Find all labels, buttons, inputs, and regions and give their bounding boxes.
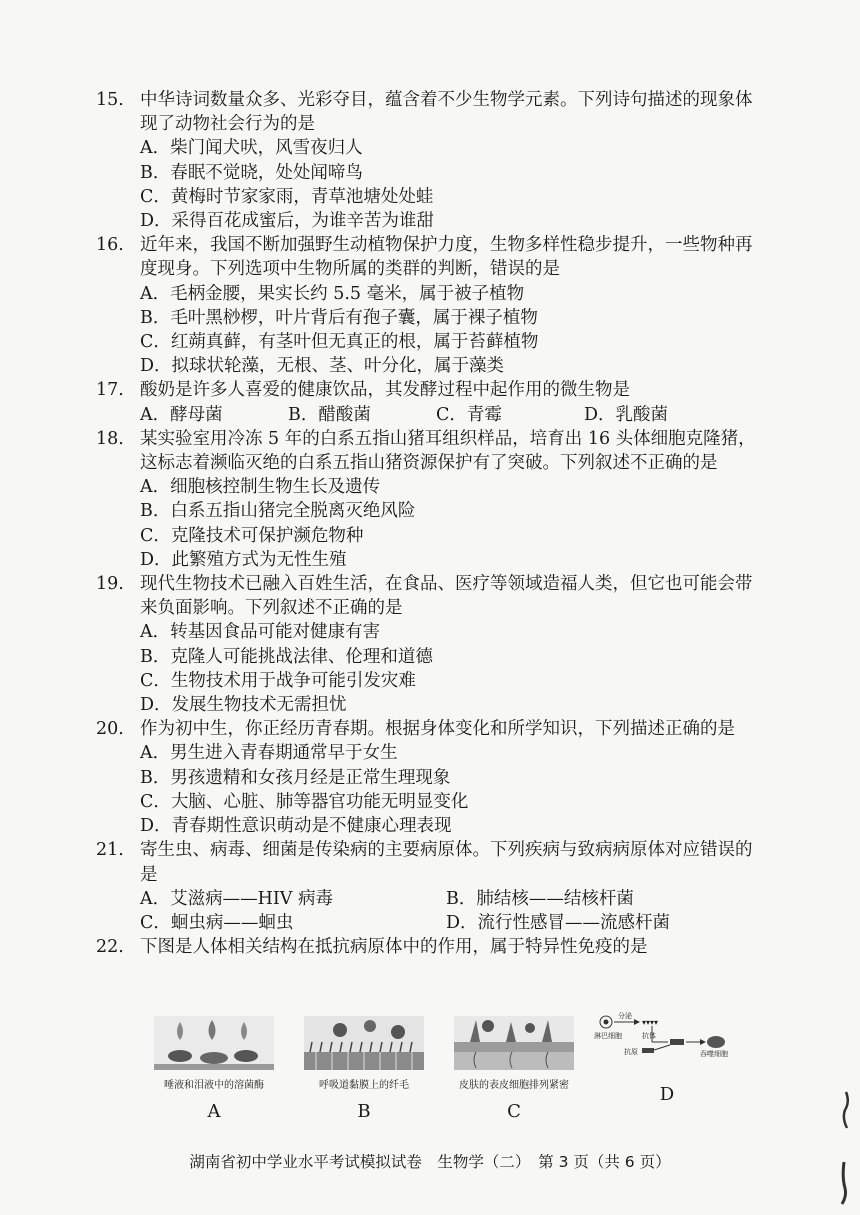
- figure-d: [592, 1012, 742, 1105]
- option-d: D．发展生物技术无需担忧: [140, 695, 347, 716]
- skin-illustration: [450, 1012, 578, 1074]
- question-22: [96, 935, 768, 959]
- label-secrete: 分泌: [618, 1012, 632, 1020]
- option-d: D．采得百花成蜜后，为谁辛苦为谁甜: [140, 211, 435, 232]
- option-d: D．流行性感冒——流感杆菌: [446, 912, 671, 933]
- question-number: 22.: [96, 937, 124, 958]
- figure-a: [150, 1012, 278, 1122]
- question-stem: 现代生物技术已融入百姓生活，在食品、医疗等领域造福人类，但它也可能会带来负面影响。下列叙述不正确的是: [140, 574, 753, 619]
- option-a: A．转基因食品可能对健康有害: [140, 622, 381, 643]
- scan-mark: [836, 1160, 852, 1206]
- question-number: 18.: [96, 428, 124, 449]
- option-a: A．酵母菌: [140, 404, 223, 425]
- scan-mark: [840, 1090, 854, 1130]
- option-a: A．柴门闻犬吠，风雪夜归人: [140, 138, 363, 159]
- label-lymphocyte: 淋巴细胞: [594, 1032, 622, 1040]
- option-b: B．白系五指山猪完全脱离灭绝风险: [140, 501, 416, 522]
- option-c: C．蛔虫病——蛔虫: [140, 912, 294, 933]
- question-number: 19.: [96, 574, 124, 595]
- question-stem: 寄生虫、病毒、细菌是传染病的主要病原体。下列疾病与致病病原体对应错误的是: [140, 840, 753, 885]
- figure-caption: 唾液和泪液中的溶菌酶: [164, 1080, 264, 1091]
- question-stem: 酸奶是许多人喜爱的健康饮品，其发酵过程中起作用的微生物是: [140, 380, 630, 401]
- question-stem: 作为初中生，你正经历青春期。根据身体变化和所学知识，下列描述正确的是: [140, 719, 735, 740]
- question-15: [96, 88, 768, 233]
- question-20: [96, 717, 768, 838]
- question-stem: 中华诗词数量众多、光彩夺目，蕴含着不少生物学元素。下列诗句描述的现象体现了动物社会行为的是: [140, 90, 753, 135]
- question-19: [96, 572, 768, 717]
- option-b: B．毛叶黑桫椤，叶片背后有孢子囊，属于裸子植物: [140, 307, 538, 328]
- label-antigen: 抗原: [624, 1048, 638, 1056]
- question-number: 17.: [96, 380, 124, 401]
- question-list: [96, 88, 768, 959]
- figure-letter: C: [507, 1101, 521, 1122]
- question-17: [96, 378, 768, 426]
- option-d: D．乳酸菌: [584, 404, 669, 425]
- option-b: B．肺结核——结核杆菌: [446, 888, 634, 909]
- question-stem: 下图是人体相关结构在抵抗病原体中的作用，属于特异性免疫的是: [140, 937, 648, 958]
- option-d: D．拟球状轮藻，无根、茎、叶分化，属于藻类: [140, 356, 505, 377]
- option-c: C．大脑、心脏、肺等器官功能无明显变化: [140, 791, 469, 812]
- svg-text:▾▾▾▾: ▾▾▾▾: [642, 1018, 659, 1027]
- label-antibody: 抗体: [642, 1032, 656, 1040]
- figure-letter: B: [357, 1101, 371, 1122]
- option-c: C．青霉: [436, 404, 502, 425]
- option-c: C．克隆技术可保护濒危物种: [140, 525, 364, 546]
- figure-c: [450, 1012, 578, 1122]
- page-footer: 湖南省初中学业水平考试模拟试卷 生物学（二） 第 3 页（共 6 页）: [189, 1153, 671, 1171]
- figure-b: [300, 1012, 428, 1122]
- question-number: 20.: [96, 719, 124, 740]
- option-a: A．毛柄金腰，果实长约 5.5 毫米，属于被子植物: [140, 283, 525, 304]
- option-a: A．艾滋病——HIV 病毒: [140, 888, 334, 909]
- option-b: B．男孩遗精和女孩月经是正常生理现象: [140, 767, 451, 788]
- question-18: [96, 427, 768, 572]
- question-number: 16.: [96, 235, 124, 256]
- option-b: B．醋酸菌: [288, 404, 371, 425]
- question-number: 15.: [96, 90, 124, 110]
- option-c: C．红蒴真藓，有茎叶但无真正的根，属于苔藓植物: [140, 332, 539, 353]
- question-16: [96, 233, 768, 378]
- figure-letter: D: [659, 1084, 675, 1105]
- question-stem: 近年来，我国不断加强野生动植物保护力度，生物多样性稳步提升，一些物种再度现身。下列选项中生物所属的类群的判断，错误的是: [140, 235, 753, 280]
- option-d: D．此繁殖方式为无性生殖: [140, 549, 347, 570]
- figure-letter: A: [207, 1101, 221, 1122]
- option-b: B．春眠不觉晓，处处闻啼鸟: [140, 162, 363, 183]
- figure-caption: 皮肤的表皮细胞排列紧密: [459, 1080, 569, 1091]
- cilia-illustration: [300, 1012, 428, 1074]
- option-b: B．克隆人可能挑战法律、伦理和道德: [140, 646, 433, 667]
- option-c: C．黄梅时节家家雨，青草池塘处处蛙: [140, 186, 434, 207]
- figure-caption: 呼吸道黏膜上的纤毛: [319, 1080, 409, 1091]
- immunity-figures: [150, 1012, 750, 1122]
- question-number: 21.: [96, 840, 124, 861]
- option-a: A．细胞核控制生物生长及遗传: [140, 477, 381, 498]
- option-c: C．生物技术用于战争可能引发灾难: [140, 670, 416, 691]
- enzyme-droplet-illustration: [150, 1012, 278, 1074]
- label-phagocyte: 吞噬细胞: [700, 1050, 728, 1058]
- question-21: [96, 838, 768, 935]
- option-a: A．男生进入青春期通常早于女生: [140, 743, 398, 764]
- question-stem: 某实验室用冷冻 5 年的白系五指山猪耳组织样品，培育出 16 头体细胞克隆猪，这标志着濒临灭绝的白系五指山猪资源保护有了突破。下列叙述不正确的是: [140, 428, 756, 474]
- antibody-diagram: [592, 1012, 742, 1074]
- option-d: D．青春期性意识萌动是不健康心理表现: [140, 816, 452, 837]
